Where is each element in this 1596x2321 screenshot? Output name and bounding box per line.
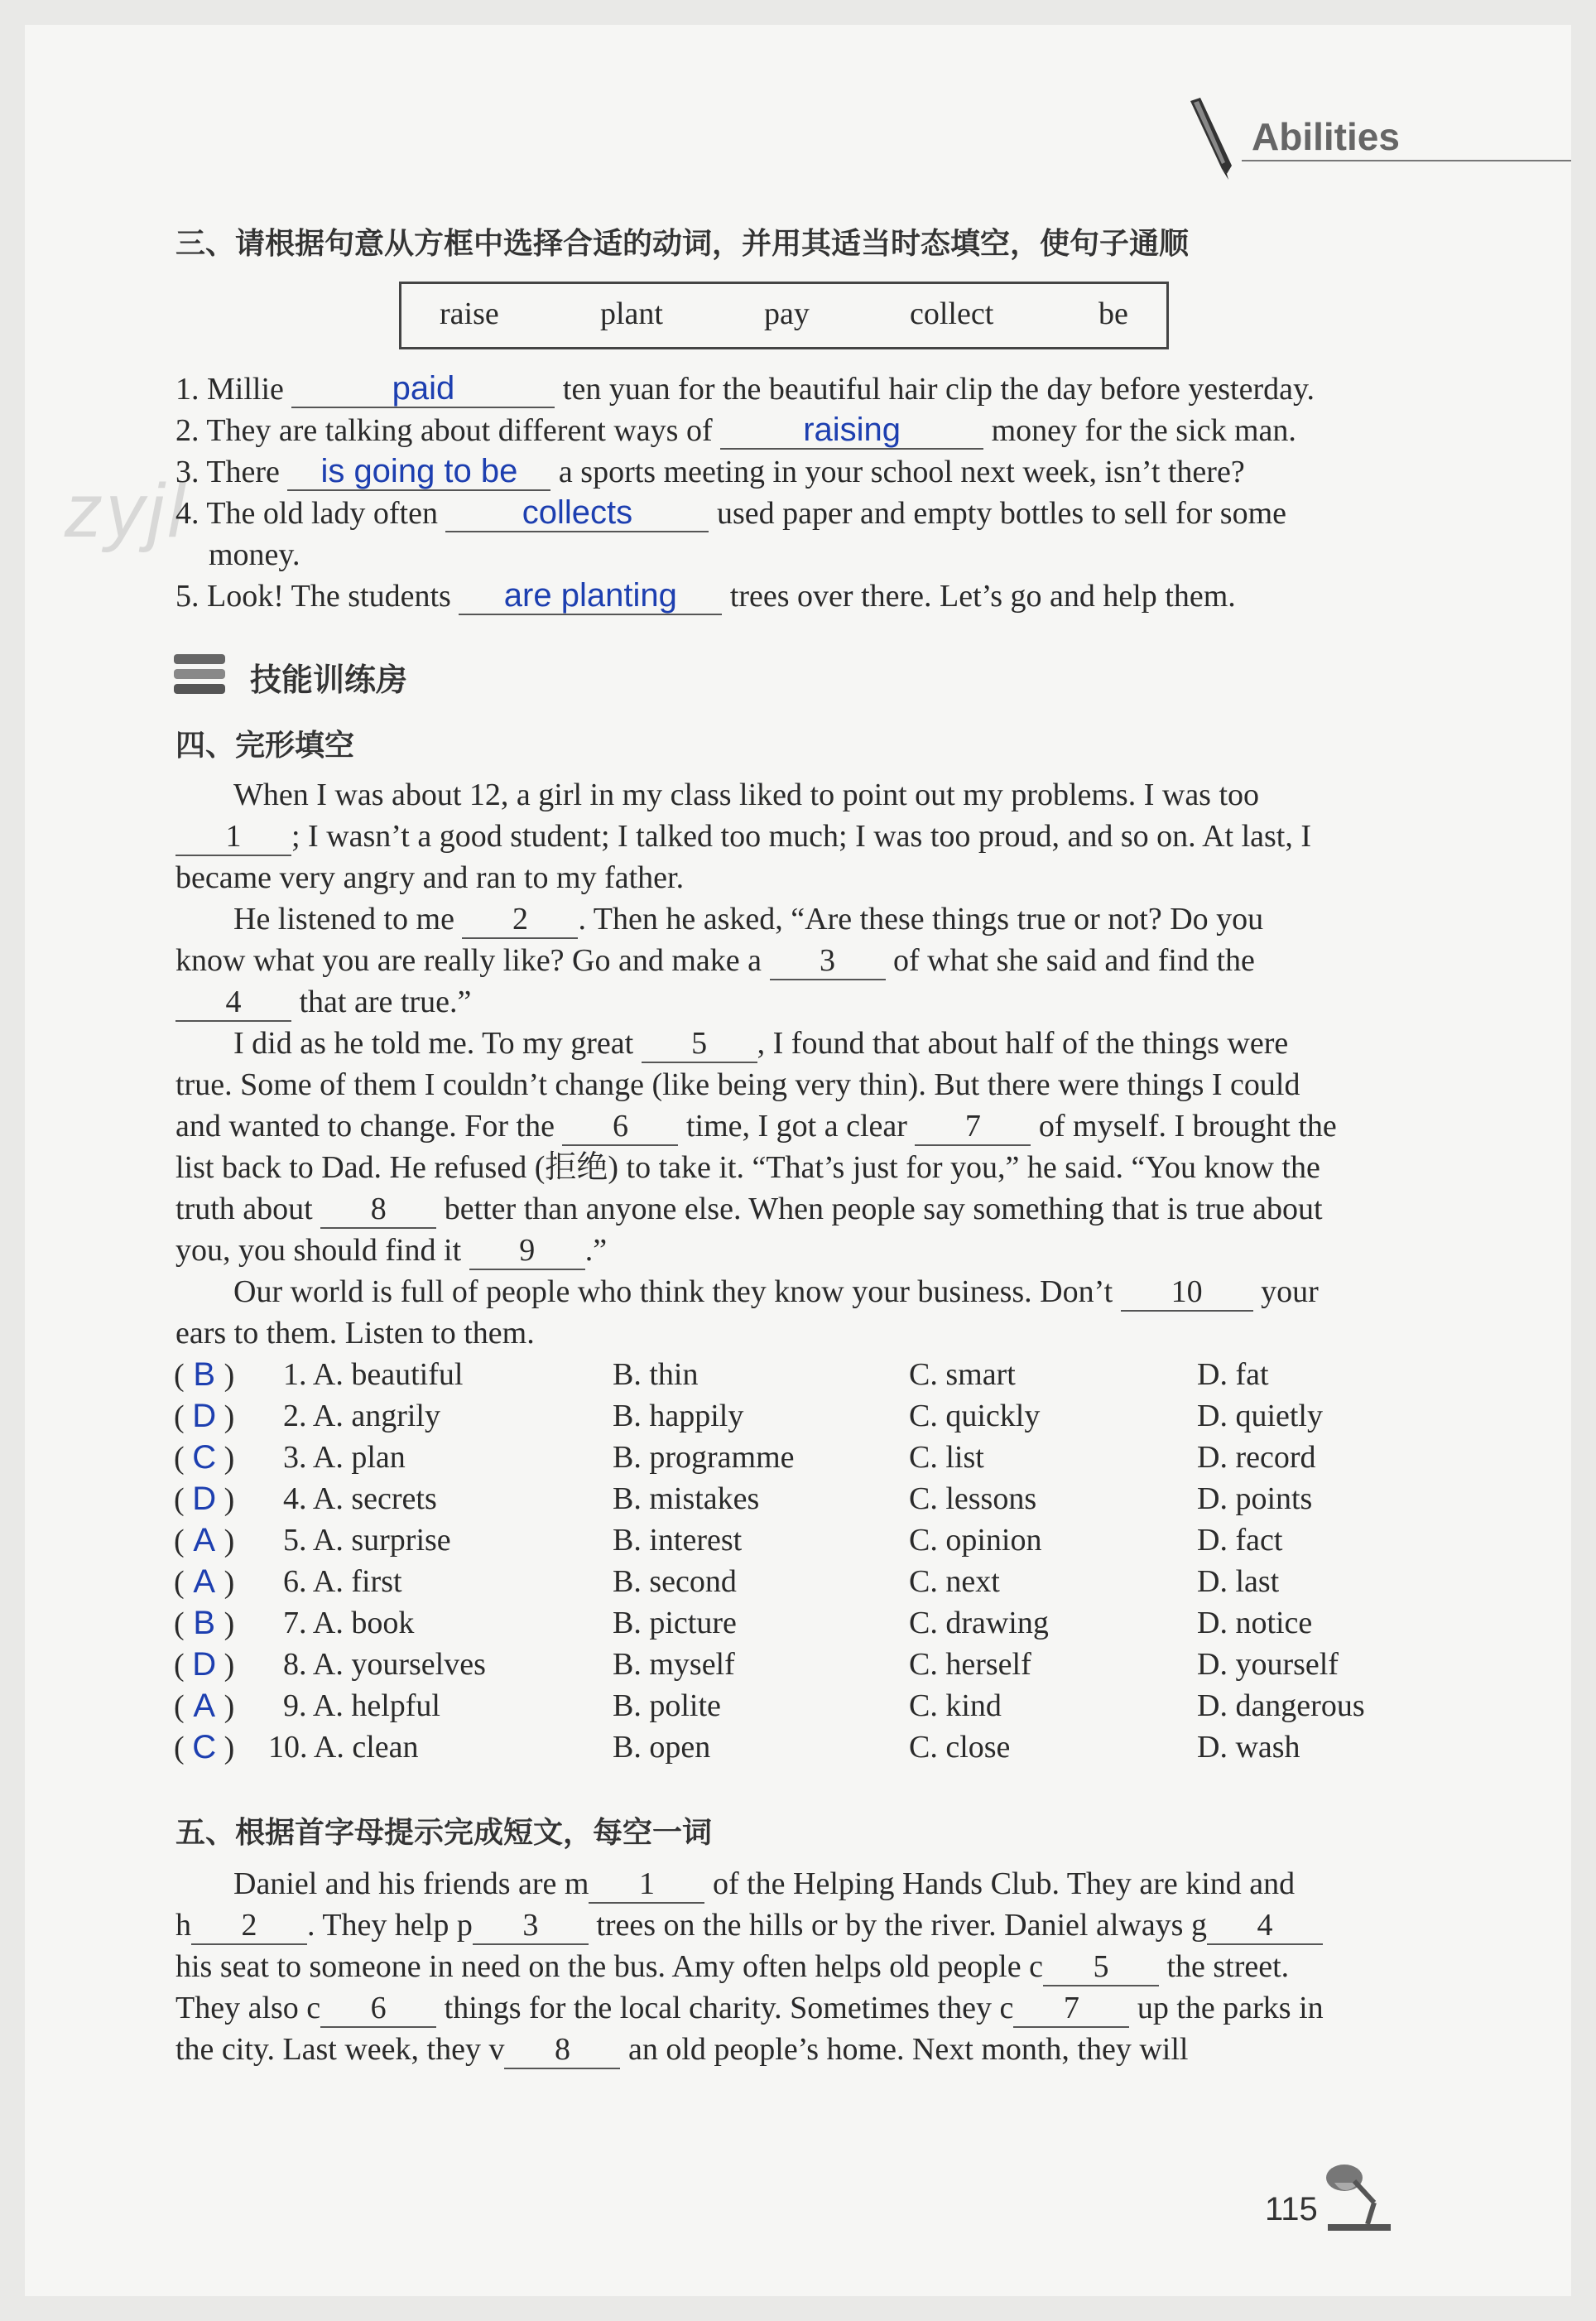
question-option-d: D. fact [1197, 1523, 1283, 1558]
cloze-blank: 7 [915, 1108, 1031, 1146]
question-option-c: C. kind [909, 1688, 1002, 1723]
question-option-c: C. opinion [909, 1523, 1042, 1558]
selected-answer: D [192, 1646, 217, 1683]
passage-line: ears to them. Listen to them. [175, 1316, 535, 1351]
question-row: ( D ) [174, 1395, 234, 1437]
passage-line: Our world is full of people who think they know your business. Don’t 10 your [233, 1271, 1319, 1312]
cloze-blank: 1 [175, 818, 291, 856]
question-option-b: B. interest [613, 1523, 743, 1558]
question-row: ( C ) [174, 1437, 234, 1479]
exercise-item: 5. Look! The students are planting trees over there. Let’s go and help them. [175, 577, 1236, 614]
word-box [399, 282, 1169, 349]
question-option-d: D. yourself [1197, 1647, 1339, 1682]
passage-line: and wanted to change. For the 6 time, I got a clear 7 of myself. I brought the [175, 1105, 1337, 1147]
question-option-a: 10. A. clean [268, 1730, 419, 1765]
question-option-b: B. programme [613, 1440, 795, 1475]
question-option-b: B. open [613, 1730, 711, 1765]
cloze-blank: 4 [1207, 1907, 1323, 1945]
cloze-blank: 3 [770, 942, 886, 980]
question-option-d: D. record [1197, 1440, 1316, 1475]
cloze-blank: 10 [1121, 1274, 1253, 1312]
question-option-c: C. close [909, 1730, 1011, 1765]
pen-icon [1184, 98, 1242, 181]
question-option-b: B. thin [613, 1357, 699, 1392]
passage-line: Daniel and his friends are m 1 of the Helping Hands Club. They are kind and [233, 1863, 1295, 1904]
question-row: ( D ) [174, 1478, 234, 1520]
question-row: ( A ) [174, 1561, 234, 1603]
question-row: ( C ) [174, 1726, 234, 1769]
question-option-d: D. last [1197, 1564, 1280, 1599]
question-option-b: B. polite [613, 1688, 721, 1723]
word-box-item: be [1098, 296, 1128, 331]
passage-line: 1 ; I wasn’t a good student; I talked too much; I was too proud, and so on. At last, I [175, 816, 1311, 857]
cloze-blank: 2 [191, 1907, 307, 1945]
passage-line: They also c 6 things for the local charity. Sometimes they c 7 up the parks in [175, 1987, 1324, 2029]
question-option-c: C. drawing [909, 1606, 1049, 1640]
cloze-blank: 6 [320, 1990, 436, 2028]
word-box-item: pay [764, 296, 810, 331]
passage-line: I did as he told me. To my great 5 , I found that about half of the things were [233, 1023, 1288, 1064]
question-row: ( B ) [174, 1602, 234, 1644]
question-option-c: C. smart [909, 1357, 1016, 1392]
question-option-c: C. quickly [909, 1399, 1041, 1433]
passage-line: know what you are really like? Go and make a 3 of what she said and find the [175, 940, 1255, 981]
cloze-blank: 6 [562, 1108, 678, 1146]
passage-line: the city. Last week, they v 8 an old people’s home. Next month, they will [175, 2029, 1188, 2070]
book-icon [174, 652, 227, 699]
selected-answer: D [192, 1398, 217, 1434]
cloze-blank: 5 [1043, 1948, 1159, 1986]
answer-blank: raising [720, 412, 983, 450]
question-option-d: D. points [1197, 1481, 1313, 1516]
selected-answer: B [193, 1605, 215, 1641]
section5-title: 五、根据首字母提示完成短文，每空一词 [175, 1816, 713, 1850]
exercise-item: 1. Millie paid ten yuan for the beautiful hair clip the day before yesterday. [175, 370, 1315, 407]
selected-answer: D [192, 1481, 217, 1517]
chapter-title: Abilities [1252, 115, 1400, 158]
selected-answer: C [192, 1729, 217, 1765]
word-box-item: collect [910, 296, 994, 331]
watermark: zyjl [65, 469, 188, 553]
question-option-d: D. dangerous [1197, 1688, 1365, 1723]
question-row: ( D ) [174, 1644, 234, 1686]
selected-answer: B [193, 1356, 215, 1393]
question-option-b: B. mistakes [613, 1481, 760, 1516]
selected-answer: A [193, 1522, 215, 1558]
cloze-blank: 7 [1013, 1990, 1129, 2028]
selected-answer: C [192, 1439, 217, 1476]
passage-line: true. Some of them I couldn’t change (like being very thin). But there were things I could [175, 1067, 1300, 1102]
cloze-blank: 1 [589, 1866, 704, 1904]
question-option-c: C. next [909, 1564, 1000, 1599]
passage-line: truth about 8 better than anyone else. When people say something that is true about [175, 1188, 1323, 1230]
question-option-a: 7. A. book [283, 1606, 415, 1640]
passage-line: h 2 . They help p 3 trees on the hills or by the river. Daniel always g 4 [175, 1904, 1323, 1946]
passage-line: you, you should find it 9 .” [175, 1230, 607, 1271]
word-box-item: raise [440, 296, 499, 331]
question-option-a: 6. A. first [283, 1564, 402, 1599]
cloze-blank: 8 [320, 1191, 436, 1229]
cloze-blank: 5 [642, 1025, 757, 1063]
question-option-d: D. notice [1197, 1606, 1313, 1640]
passage-line: his seat to someone in need on the bus. Amy often helps old people c 5 the street. [175, 1946, 1289, 1987]
passage-line: 4 that are true.” [175, 981, 471, 1023]
question-option-a: 9. A. helpful [283, 1688, 440, 1723]
answer-blank: are planting [459, 577, 722, 615]
question-option-b: B. myself [613, 1647, 735, 1682]
answer-blank: is going to be [287, 453, 550, 491]
passage-line: list back to Dad. He refused (拒绝) to take it. “That’s just for you,” he said. “You know the [175, 1150, 1320, 1185]
selected-answer: A [193, 1688, 215, 1724]
cloze-blank: 3 [473, 1907, 589, 1945]
section3-title: 三、请根据句意从方框中选择合适的动词，并用其适当时态填空，使句子通顺 [175, 227, 1190, 261]
question-option-c: C. lessons [909, 1481, 1037, 1516]
question-option-b: B. second [613, 1564, 737, 1599]
question-option-a: 1. A. beautiful [283, 1357, 464, 1392]
question-option-d: D. quietly [1197, 1399, 1323, 1433]
exercise-item: 4. The old lady often collects used paper and empty bottles to sell for some [175, 494, 1287, 531]
question-option-b: B. picture [613, 1606, 737, 1640]
question-option-d: D. fat [1197, 1357, 1269, 1392]
question-option-a: 8. A. yourselves [283, 1647, 486, 1682]
question-row: ( A ) [174, 1519, 234, 1562]
question-option-c: C. list [909, 1440, 984, 1475]
exercise-item-continued: money. [209, 537, 300, 572]
page-number: 115 [1265, 2191, 1318, 2227]
question-option-a: 2. A. angrily [283, 1399, 440, 1433]
answer-blank: paid [291, 370, 555, 408]
passage-line: became very angry and ran to my father. [175, 860, 685, 895]
question-option-b: B. happily [613, 1399, 744, 1433]
desk-lamp-icon [1323, 2158, 1394, 2232]
cloze-blank: 2 [462, 901, 578, 939]
header-rule [1242, 160, 1571, 161]
selected-answer: A [193, 1563, 215, 1600]
answer-blank: collects [445, 494, 709, 532]
passage-line: When I was about 12, a girl in my class liked to point out my problems. I was too [233, 778, 1260, 812]
cloze-blank: 8 [504, 2031, 620, 2069]
question-option-c: C. herself [909, 1647, 1031, 1682]
cloze-blank: 9 [469, 1232, 585, 1270]
word-box-item: plant [600, 296, 663, 331]
cloze-blank: 4 [175, 984, 291, 1022]
question-row: ( A ) [174, 1685, 234, 1727]
skills-title: 技能训练房 [250, 662, 408, 698]
question-option-d: D. wash [1197, 1730, 1300, 1765]
question-option-a: 4. A. secrets [283, 1481, 437, 1516]
question-option-a: 5. A. surprise [283, 1523, 451, 1558]
exercise-item: 2. They are talking about different ways of raising money for the sick man. [175, 412, 1296, 448]
question-option-a: 3. A. plan [283, 1440, 406, 1475]
exercise-item: 3. There is going to be a sports meeting in your school next week, isn’t there? [175, 453, 1245, 489]
passage-line: He listened to me 2 . Then he asked, “Are these things true or not? Do you [233, 898, 1263, 940]
section4-title: 四、完形填空 [175, 729, 355, 763]
question-row: ( B ) [174, 1354, 234, 1396]
